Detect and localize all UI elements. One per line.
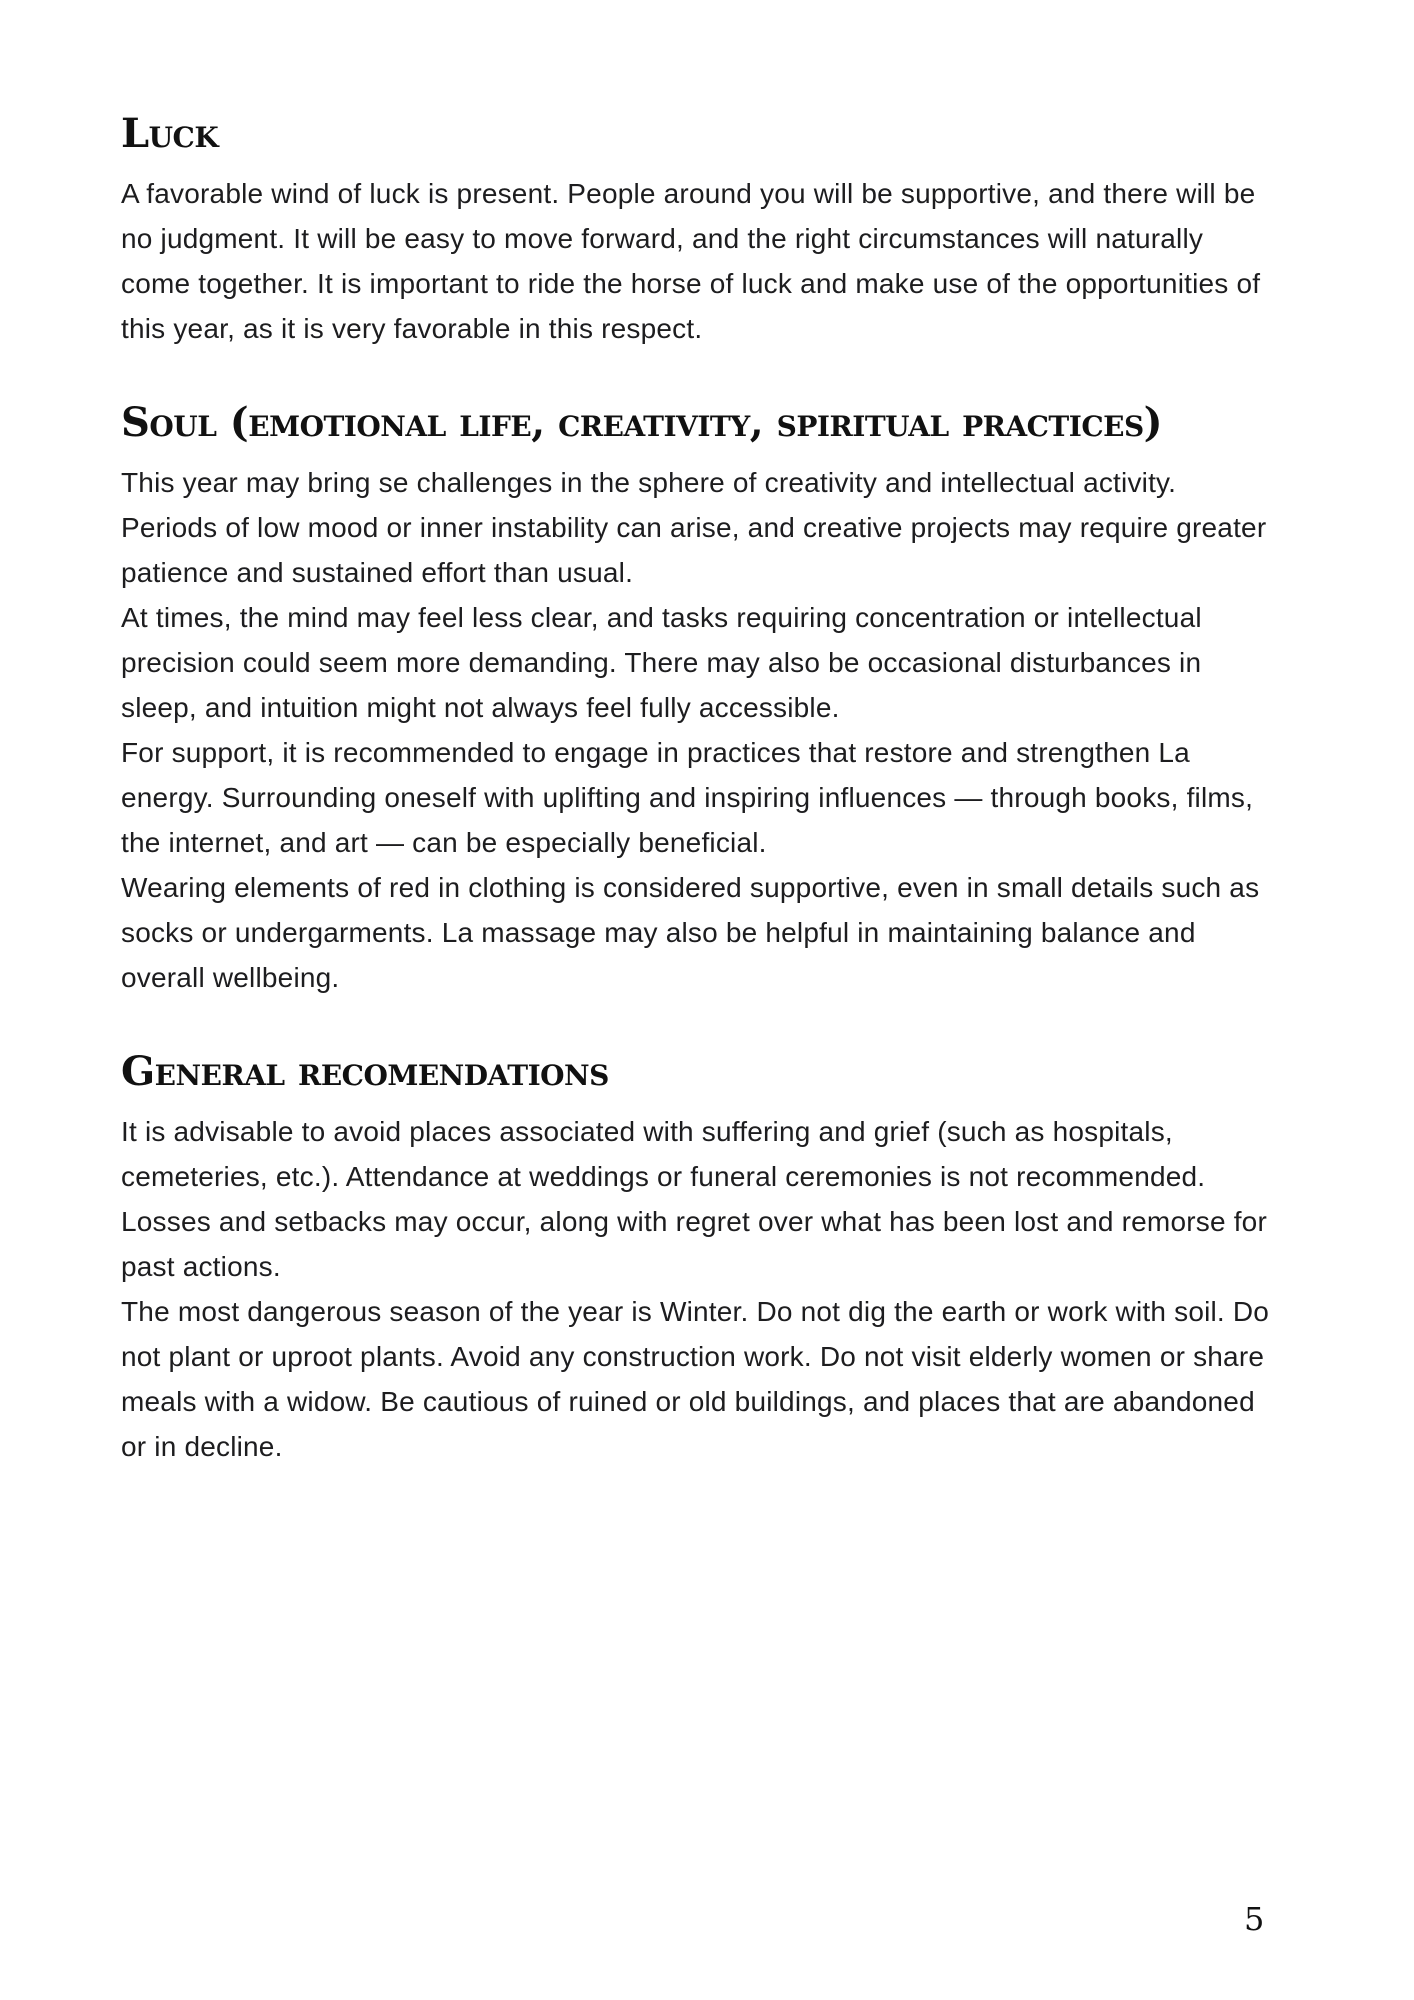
soul-paragraph-1: This year may bring se challenges in the sphere of creativity and intellectual activity. Periods of low mood or inner instability can arise, and creative projects may require greater patience and sustained effort than usual. (121, 467, 1267, 588)
luck-paragraph: A favorable wind of luck is present. People around you will be supportive, and there will be no judgment. It will be easy to move forward, and the right circumstances will naturally come together. It is important to ride the horse of luck and make use of the opportunities of this year, as it is very favorable in this respect. (121, 178, 1261, 344)
page-content (121, 112, 1279, 1469)
soul-paragraph-3: For support, it is recommended to engage in practices that restore and strengthen La energy. Surrounding oneself with uplifting and inspiring influences — through books, films, the internet, and art — can be especially beneficial. (121, 737, 1254, 858)
section-heading-general-recomendations: General recomendations (121, 1048, 609, 1095)
section-luck (121, 112, 1279, 351)
section-heading-soul: Soul (emotional life, creativity, spiritual practices) (121, 399, 1163, 446)
section-general-recomendations (121, 1050, 1279, 1469)
section-heading-luck: Luck (121, 110, 219, 157)
section-soul (121, 401, 1279, 1000)
soul-paragraph-4: Wearing elements of red in clothing is considered supportive, even in small details such as socks or undergarments. La massage may also be helpful in maintaining balance and overall wellbeing. (121, 872, 1260, 993)
general-paragraph-1: It is advisable to avoid places associated with suffering and grief (such as hospitals, cemeteries, etc.). Attendance at weddings or funeral ceremonies is not recommended. Losses and setbacks may occur, along with regret over what has been lost and remorse for past actions. (121, 1116, 1267, 1282)
soul-paragraph-2: At times, the mind may feel less clear, and tasks requiring concentration or intellectual precision could seem more demanding. There may also be occasional disturbances in sleep, and intuition might not always feel fully accessible. (121, 602, 1202, 723)
general-paragraph-2: The most dangerous season of the year is Winter. Do not dig the earth or work with soil. Do not plant or uproot plants. Avoid any construction work. Do not visit elderly women or share meals with a widow. Be cautious of ruined or old buildings, and places that are abandoned or in decline. (121, 1296, 1270, 1462)
page-number: 5 (1244, 1900, 1265, 1938)
